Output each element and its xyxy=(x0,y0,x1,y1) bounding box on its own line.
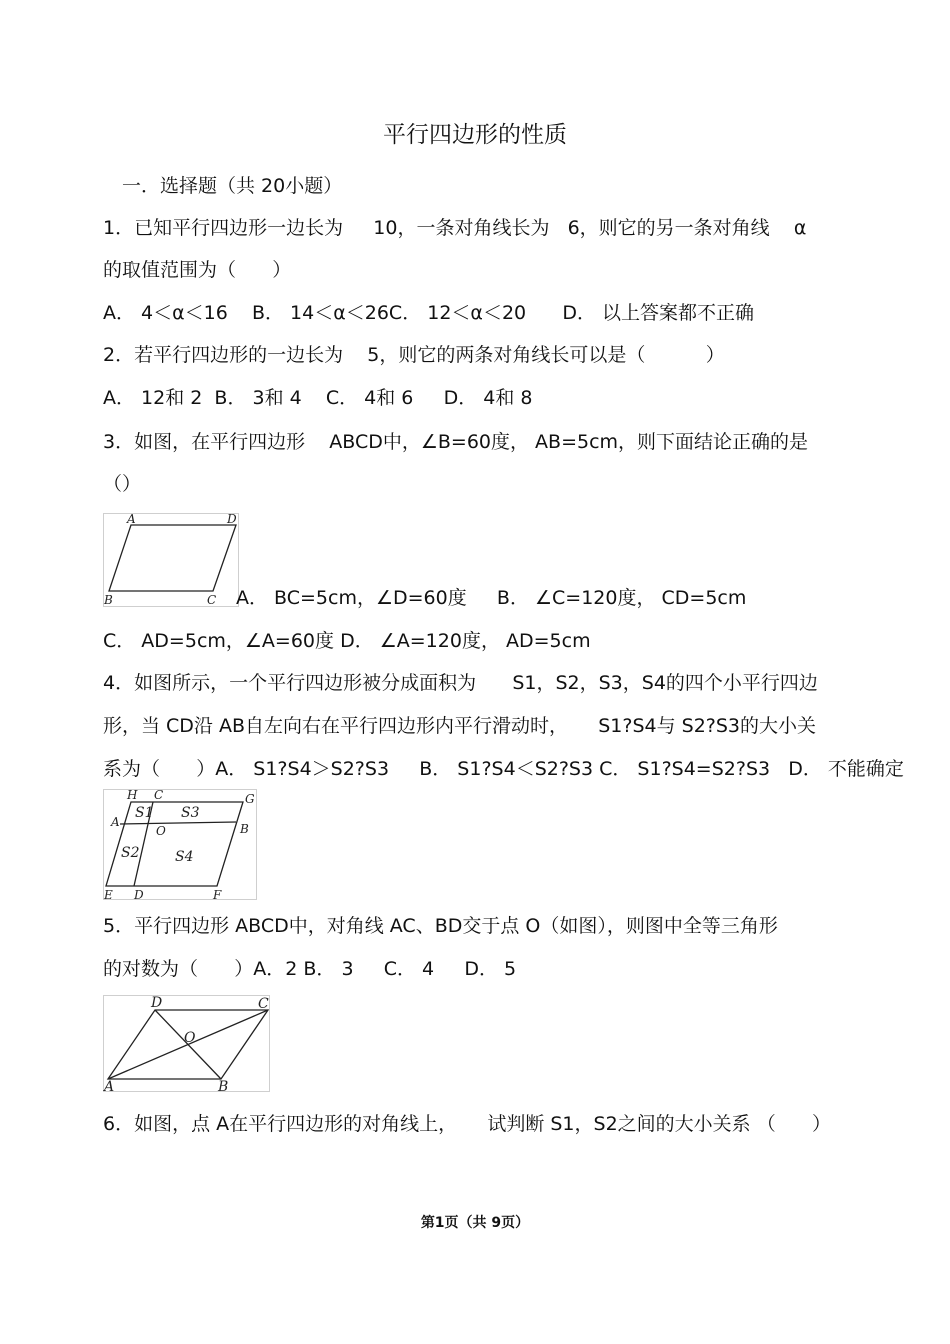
fig1-label-a: A xyxy=(127,513,136,526)
fig2-label-d: D xyxy=(134,888,144,901)
fig2-region-s4: S4 xyxy=(175,849,194,865)
q3-stem: 3．如图，在平行四边形 ABCD中，∠B=60度， AB=5cm，则下面结论正确的是 xyxy=(103,431,809,453)
fig3-label-a: A xyxy=(104,1079,115,1093)
fig1-label-c: C xyxy=(207,593,217,607)
q3-bracket: （） xyxy=(103,473,142,495)
page-title: 平行四边形的性质 xyxy=(383,122,567,148)
fig2-label-c: C xyxy=(154,789,164,802)
figure-q3 xyxy=(103,513,239,607)
fig1-label-b: B xyxy=(104,593,113,607)
q5-line-1: 5．平行四边形 ABCD中，对角线 AC、BD交于点 O（如图），则图中全等三角形 xyxy=(103,915,778,937)
fig3-label-b: B xyxy=(218,1079,229,1093)
q2-stem: 2．若平行四边形的一边长为 5，则它的两条对角线长可以是（ ） xyxy=(103,344,725,366)
fig2-region-s2: S2 xyxy=(121,845,140,861)
q3-options-ab: A． BC=5cm，∠D=60度 B． ∠C=120度， CD=5cm xyxy=(236,587,747,609)
q1-options: A． 4＜α＜16 B． 14＜α＜26C． 12＜α＜20 D． 以上答案都不正确 xyxy=(103,302,755,324)
fig2-label-b: B xyxy=(240,822,249,836)
q4-line-3: 系为（ ）A． S1?S4＞S2?S3 B． S1?S4＜S2?S3 C． S1?S4=S2?S3 D． 不能确定 xyxy=(103,758,904,780)
fig2-label-o: O xyxy=(156,824,166,838)
figure-q5 xyxy=(103,995,271,1093)
q1-line-1: 1．已知平行四边形一边长为 10，一条对角线长为 6，则它的另一条对角线 α xyxy=(103,217,807,239)
fig2-label-g: G xyxy=(245,792,255,806)
figure-q4 xyxy=(103,789,258,901)
q6-stem: 6．如图，点 A在平行四边形的对角线上， 试判断 S1，S2之间的大小关系 （ ） xyxy=(103,1113,831,1135)
section-heading: 一．选择题（共 20小题） xyxy=(122,175,343,197)
q4-line-1: 4．如图所示，一个平行四边形被分成面积为 S1，S2，S3，S4的四个小平行四边 xyxy=(103,672,818,694)
q2-options: A． 12和 2 B． 3和 4 C． 4和 6 D． 4和 8 xyxy=(103,387,533,409)
fig3-label-o: O xyxy=(184,1030,196,1046)
page-footer: 第1页（共 9页） xyxy=(420,1215,530,1231)
fig2-label-h: H xyxy=(127,789,138,802)
fig2-label-a: A xyxy=(111,815,120,829)
fig2-region-s1: S1 xyxy=(135,805,154,821)
fig3-label-d: D xyxy=(151,995,163,1011)
fig1-label-d: D xyxy=(227,513,237,526)
q4-line-2: 形，当 CD沿 AB自左向右在平行四边形内平行滑动时， S1?S4与 S2?S3的大小关 xyxy=(103,715,817,737)
q5-line-2: 的对数为（ ）A．2 B． 3 C． 4 D． 5 xyxy=(103,958,517,980)
q3-options-cd: C． AD=5cm，∠A=60度 D． ∠A=120度， AD=5cm xyxy=(103,630,591,652)
fig2-label-e: E xyxy=(104,888,113,901)
fig2-region-s3: S3 xyxy=(181,805,200,821)
q1-line-2: 的取值范围为（ ） xyxy=(103,259,292,281)
fig2-label-f: F xyxy=(213,888,222,901)
fig3-label-c: C xyxy=(258,996,269,1012)
